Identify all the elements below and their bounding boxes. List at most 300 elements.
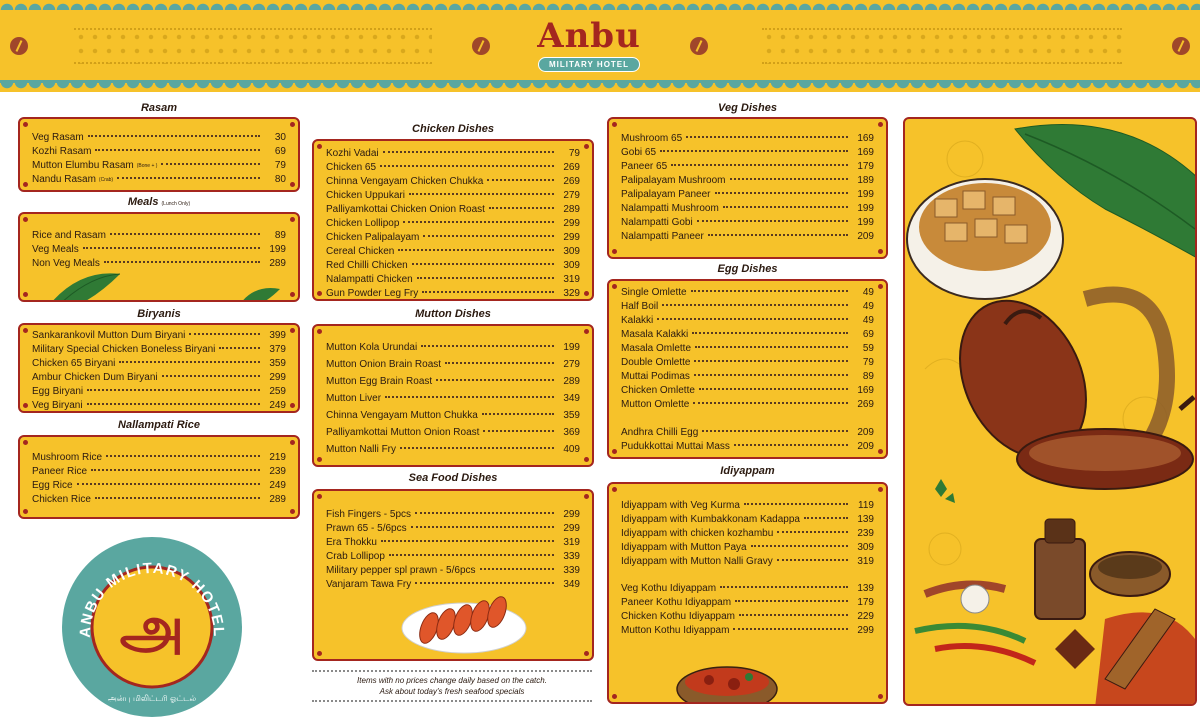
menu-item-price: 179 xyxy=(857,161,874,172)
menu-item-price: 89 xyxy=(274,230,286,241)
dot-leader xyxy=(95,145,260,151)
menu-item-name: Idiyappam with chicken kozhambu xyxy=(621,528,774,539)
menu-item xyxy=(32,257,286,270)
dot-leader xyxy=(421,341,554,347)
menu-item-name: Masala Kalakki xyxy=(621,329,689,340)
badge-tamil-text: அன்பு மிலிட்டரி ஓட்டல் xyxy=(107,694,197,703)
menu-item-price: 139 xyxy=(857,583,874,594)
menu-item xyxy=(326,147,580,160)
menu-item xyxy=(32,159,286,172)
dot-leader xyxy=(487,175,554,181)
menu-item xyxy=(32,173,286,186)
cooking-illustration xyxy=(905,119,1197,706)
menu-item-name: Ambur Chicken Dum Biryani xyxy=(32,372,158,383)
idiyappam-box xyxy=(607,482,888,704)
badge-monogram: அ xyxy=(119,593,185,661)
brand-subtitle: MILITARY HOTEL xyxy=(538,57,640,72)
menu-item-price: 279 xyxy=(563,359,580,370)
menu-item-name: Veg Rasam xyxy=(32,132,84,143)
menu-item xyxy=(621,499,874,512)
menu-item-price: 379 xyxy=(269,344,286,355)
menu-item xyxy=(32,145,286,158)
menu-item xyxy=(621,440,874,453)
menu-item-name: Nalampatti Paneer xyxy=(621,231,704,242)
menu-item-name: Mutton Kothu Idiyappam xyxy=(621,625,730,636)
menu-item xyxy=(32,465,286,478)
dot-leader xyxy=(106,451,260,457)
dot-leader xyxy=(409,189,554,195)
menu-item xyxy=(621,160,874,173)
section-title-chicken: Chicken Dishes xyxy=(412,123,494,135)
menu-item xyxy=(326,508,580,521)
dot-leader xyxy=(733,624,848,630)
menu-item xyxy=(326,175,580,188)
header-scallop-top xyxy=(0,0,1200,10)
menu-item-name: Mutton Nalli Fry xyxy=(326,444,397,455)
corner-dot xyxy=(23,403,28,408)
dot-leader xyxy=(422,287,554,293)
menu-item-name: Chicken Palipalayam xyxy=(326,232,420,243)
dot-leader xyxy=(699,384,848,390)
menu-item-price: 279 xyxy=(563,190,580,201)
menu-item-name: Kalakki xyxy=(621,315,654,326)
dot-leader xyxy=(415,508,554,514)
menu-item-price: 209 xyxy=(857,427,874,438)
dot-leader xyxy=(777,527,848,533)
dot-leader xyxy=(662,300,848,306)
corner-dot xyxy=(317,457,322,462)
menu-item xyxy=(32,371,286,384)
corner-dot xyxy=(878,249,883,254)
dot-leader xyxy=(480,564,554,570)
menu-item-price: 49 xyxy=(862,315,874,326)
menu-item xyxy=(621,582,874,595)
menu-item-price: 199 xyxy=(269,244,286,255)
menu-item-name: Paneer Rice xyxy=(32,466,88,477)
menu-item xyxy=(32,229,286,242)
menu-item-name: Chicken Uppukari xyxy=(326,190,405,201)
menu-item xyxy=(326,287,580,300)
dot-leader xyxy=(691,286,848,292)
coffee-bean-icon xyxy=(690,37,708,55)
menu-item-price: 349 xyxy=(563,393,580,404)
menu-item-name: Sankarankovil Mutton Dum Biryani xyxy=(32,330,186,341)
dot-leader xyxy=(403,217,554,223)
dot-leader xyxy=(417,273,554,279)
menu-item-price: 49 xyxy=(862,287,874,298)
corner-dot xyxy=(878,449,883,454)
star-anise-icon xyxy=(1055,629,1095,669)
menu-item-price: 239 xyxy=(857,528,874,539)
header-pattern-left xyxy=(74,28,432,64)
dot-leader xyxy=(380,161,554,167)
section-title-egg: Egg Dishes xyxy=(717,263,778,275)
dot-leader xyxy=(436,375,554,381)
section-title-biryanis: Biryanis xyxy=(137,308,181,320)
menu-item-note: (Bone + ) xyxy=(136,162,158,169)
menu-item-price: 30 xyxy=(274,132,286,143)
menu-item-name: Double Omlette xyxy=(621,357,691,368)
menu-item-name: Veg Meals xyxy=(32,244,79,255)
corner-dot xyxy=(612,694,617,699)
section-title-nallampati-rice: Nallampati Rice xyxy=(118,419,200,431)
mutton-box xyxy=(312,324,594,467)
corner-dot xyxy=(290,403,295,408)
dot-leader xyxy=(660,146,848,152)
menu-item-price: 319 xyxy=(563,274,580,285)
dot-leader xyxy=(735,596,848,602)
note-divider-top xyxy=(312,670,592,672)
menu-item-name: Mutton Egg Brain Roast xyxy=(326,376,433,387)
menu-item-price: 209 xyxy=(857,231,874,242)
dot-leader xyxy=(483,426,554,432)
menu-item-name: Mutton Liver xyxy=(326,393,382,404)
menu-item-price: 359 xyxy=(563,410,580,421)
menu-item xyxy=(621,370,874,383)
menu-item-price: 299 xyxy=(563,232,580,243)
menu-item xyxy=(621,596,874,609)
menu-item-name: Pudukkottai Muttai Mass xyxy=(621,441,730,452)
section-title-veg: Veg Dishes xyxy=(718,102,777,114)
menu-item-price: 269 xyxy=(563,162,580,173)
dot-leader xyxy=(482,409,554,415)
green-chilli-icon xyxy=(915,626,1025,641)
menu-item-name: Red Chilli Chicken xyxy=(326,260,408,271)
seafood-note xyxy=(312,675,592,697)
menu-item xyxy=(326,161,580,174)
menu-item-name: Idiyappam with Kumbakkonam Kadappa xyxy=(621,514,800,525)
red-chilli-icon xyxy=(935,646,1035,663)
dot-leader xyxy=(734,440,848,446)
corner-dot xyxy=(317,291,322,296)
dot-leader xyxy=(671,160,848,166)
menu-item-name: Paneer Kothu Idiyappam xyxy=(621,597,732,608)
dot-leader xyxy=(110,229,260,235)
menu-item xyxy=(326,341,580,354)
menu-item xyxy=(621,384,874,397)
menu-item xyxy=(621,174,874,187)
menu-item-name: Nalampatti Mushroom xyxy=(621,203,719,214)
menu-item-name: Chicken Kothu Idiyappam xyxy=(621,611,735,622)
menu-item-name: Idiyappam with Veg Kurma xyxy=(621,500,740,511)
menu-item xyxy=(326,578,580,591)
menu-item xyxy=(32,479,286,492)
menu-item-name: Egg Rice xyxy=(32,480,73,491)
menu-item xyxy=(621,342,874,355)
dot-leader xyxy=(87,399,260,405)
header-pattern-right xyxy=(762,28,1122,64)
menu-item-price: 239 xyxy=(269,466,286,477)
menu-item-price: 289 xyxy=(563,204,580,215)
dot-leader xyxy=(489,203,554,209)
dot-leader xyxy=(723,202,848,208)
dot-leader xyxy=(751,541,848,547)
menu-item-name: Palipalayam Paneer xyxy=(621,189,711,200)
menu-item-price: 49 xyxy=(862,301,874,312)
menu-item-name: Masala Omlette xyxy=(621,343,692,354)
section-title-seafood: Sea Food Dishes xyxy=(408,472,498,484)
menu-item-name: Idiyappam with Mutton Nalli Gravy xyxy=(621,556,773,567)
dot-leader xyxy=(162,371,260,377)
dot-leader xyxy=(398,245,554,251)
menu-item-name: Gun Powder Leg Fry xyxy=(326,288,419,299)
menu-item-price: 169 xyxy=(857,385,874,396)
menu-item-price: 80 xyxy=(274,174,286,185)
menu-item-name: Egg Biryani xyxy=(32,386,84,397)
menu-item-price: 309 xyxy=(857,542,874,553)
menu-item xyxy=(326,392,580,405)
dot-leader xyxy=(694,356,848,362)
menu-item-price: 199 xyxy=(857,189,874,200)
dot-leader xyxy=(695,342,848,348)
menu-item-price: 69 xyxy=(862,329,874,340)
coriander-icon xyxy=(935,479,955,503)
menu-item xyxy=(326,273,580,286)
menu-item-price: 299 xyxy=(269,372,286,383)
menu-item-name: Palipalayam Mushroom xyxy=(621,175,726,186)
menu-item-price: 79 xyxy=(862,357,874,368)
menu-item xyxy=(621,314,874,327)
menu-item-price: 179 xyxy=(857,597,874,608)
dot-leader xyxy=(400,443,554,449)
biryanis-box xyxy=(18,323,300,413)
menu-item-name: Mutton Omlette xyxy=(621,399,690,410)
menu-item-name: Mushroom 65 xyxy=(621,133,683,144)
menu-item xyxy=(326,375,580,388)
menu-item-name: Fish Fingers - 5pcs xyxy=(326,509,412,520)
egg-box xyxy=(607,279,888,459)
menu-item xyxy=(32,357,286,370)
food-illustration-panel xyxy=(903,117,1197,706)
menu-item xyxy=(326,245,580,258)
menu-item-price: 209 xyxy=(857,441,874,452)
section-title-meals xyxy=(18,196,300,208)
dot-leader xyxy=(720,582,848,588)
dot-leader xyxy=(804,513,848,519)
coffee-bean-icon xyxy=(10,37,28,55)
menu-item-name: Chinna Vengayam Mutton Chukka xyxy=(326,410,478,421)
menu-item-price: 319 xyxy=(563,537,580,548)
menu-item-name: Nalampatti Chicken xyxy=(326,274,413,285)
menu-item-price: 359 xyxy=(269,358,286,369)
menu-item-name: Gobi 65 xyxy=(621,147,657,158)
menu-item-price: 119 xyxy=(858,500,874,511)
menu-item xyxy=(326,536,580,549)
menu-item-price: 229 xyxy=(857,611,874,622)
menu-item xyxy=(32,493,286,506)
menu-item xyxy=(621,610,874,623)
coffee-bean-icon xyxy=(1172,37,1190,55)
menu-item-name: Palliyamkottai Mutton Onion Roast xyxy=(326,427,480,438)
menu-item xyxy=(621,328,874,341)
menu-item xyxy=(621,398,874,411)
header-scallop-bottom xyxy=(0,82,1200,98)
menu-item xyxy=(326,564,580,577)
dot-leader xyxy=(381,536,554,542)
menu-item xyxy=(621,426,874,439)
menu-item-price: 299 xyxy=(857,625,874,636)
menu-item-name: Kozhi Vadai xyxy=(326,148,379,159)
corner-dot xyxy=(612,449,617,454)
menu-item xyxy=(326,550,580,563)
menu-item-price: 299 xyxy=(563,509,580,520)
corner-dot xyxy=(584,651,589,656)
dot-leader xyxy=(693,398,848,404)
dot-leader xyxy=(423,231,554,237)
brand-name: Anbu xyxy=(537,16,641,56)
menu-item-price: 409 xyxy=(563,444,580,455)
dot-leader xyxy=(411,522,554,528)
menu-item-price: 309 xyxy=(563,246,580,257)
seafood-note-line2: Ask about today's fresh seafood specials xyxy=(379,687,525,696)
dot-leader xyxy=(715,188,849,194)
dot-leader xyxy=(385,392,554,398)
menu-item-name: Paneer 65 xyxy=(621,161,668,172)
menu-item-price: 269 xyxy=(563,176,580,187)
spice-grinder-icon xyxy=(1035,539,1085,619)
menu-item-name: Nalampatti Gobi xyxy=(621,217,693,228)
menu-item-price: 169 xyxy=(857,147,874,158)
dot-leader xyxy=(744,499,848,505)
menu-item xyxy=(621,513,874,526)
menu-item-price: 289 xyxy=(563,376,580,387)
menu-item xyxy=(621,216,874,229)
menu-item-name: Military pepper spl prawn - 5/6pcs xyxy=(326,565,476,576)
menu-item-price: 329 xyxy=(563,288,580,299)
section-title-mutton: Mutton Dishes xyxy=(415,308,491,320)
dot-leader xyxy=(708,230,848,236)
menu-item-price: 59 xyxy=(862,343,874,354)
menu-item-name: Chicken Rice xyxy=(32,494,91,505)
menu-item xyxy=(326,259,580,272)
menu-item-name: Mutton Kola Urundai xyxy=(326,342,418,353)
dot-leader xyxy=(161,159,260,165)
menu-item-price: 199 xyxy=(563,342,580,353)
dot-leader xyxy=(730,174,849,180)
seafood-note-line1: Items with no prices change daily based on the catch. xyxy=(357,676,547,685)
veg-box xyxy=(607,117,888,259)
note-divider-bottom xyxy=(312,700,592,702)
nallampati-rice-box xyxy=(18,435,300,519)
menu-item-name: Idiyappam with Mutton Paya xyxy=(621,542,747,553)
menu-item xyxy=(32,131,286,144)
dot-leader xyxy=(694,370,848,376)
menu-item-price: 219 xyxy=(269,452,286,463)
menu-item-price: 189 xyxy=(857,175,874,186)
menu-item xyxy=(621,300,874,313)
menu-item xyxy=(326,189,580,202)
corner-dot xyxy=(317,651,322,656)
menu-item-price: 289 xyxy=(269,494,286,505)
header-band xyxy=(0,0,1200,92)
corner-dot xyxy=(23,182,28,187)
menu-item-name: Nandu Rasam xyxy=(32,174,96,185)
menu-item-name: Chicken 65 xyxy=(326,162,377,173)
dot-leader xyxy=(383,147,554,153)
menu-item-price: 259 xyxy=(269,386,286,397)
menu-item xyxy=(326,443,580,456)
menu-item-name: Prawn 65 - 5/6pcs xyxy=(326,523,407,534)
menu-item-name: Era Thokku xyxy=(326,537,377,548)
menu-item xyxy=(621,132,874,145)
dot-leader xyxy=(87,385,260,391)
rasam-box xyxy=(18,117,300,192)
menu-item xyxy=(621,230,874,243)
menu-item-name: Veg Kothu Idiyappam xyxy=(621,583,717,594)
hotel-badge-logo xyxy=(60,535,244,719)
corner-dot xyxy=(878,694,883,699)
menu-item xyxy=(621,146,874,159)
menu-item xyxy=(326,231,580,244)
menu-item-price: 89 xyxy=(862,371,874,382)
dot-leader xyxy=(697,216,848,222)
menu-item xyxy=(621,527,874,540)
dot-leader xyxy=(219,343,260,349)
menu-item-name: Veg Biryani xyxy=(32,400,83,411)
menu-item-price: 79 xyxy=(568,148,580,159)
menu-item-name: Rice and Rasam xyxy=(32,230,106,241)
brand-logo xyxy=(525,18,653,74)
menu-item-price: 249 xyxy=(269,400,286,411)
corner-dot xyxy=(290,509,295,514)
section-title-idiyappam: Idiyappam xyxy=(720,465,775,477)
menu-item-name: Kozhi Rasam xyxy=(32,146,92,157)
chicken-box xyxy=(312,139,594,301)
menu-item-name: Half Boil xyxy=(621,301,659,312)
menu-item xyxy=(326,522,580,535)
menu-item-name: Crab Lollipop xyxy=(326,551,385,562)
menu-item-price: 319 xyxy=(857,556,874,567)
menu-item xyxy=(621,356,874,369)
menu-item xyxy=(32,451,286,464)
menu-item-price: 199 xyxy=(857,217,874,228)
corner-dot xyxy=(290,292,295,297)
menu-item xyxy=(32,243,286,256)
corner-dot xyxy=(23,509,28,514)
menu-item-name: Chinna Vengayam Chicken Chukka xyxy=(326,176,484,187)
dot-leader xyxy=(415,578,554,584)
dot-leader xyxy=(412,259,554,265)
badge-ring-text: ANBU MILITARY HOTEL xyxy=(76,559,228,639)
menu-item xyxy=(32,343,286,356)
menu-item-price: 309 xyxy=(563,260,580,271)
section-title-rasam: Rasam xyxy=(140,102,178,114)
menu-item xyxy=(326,217,580,230)
meals-box xyxy=(18,212,300,302)
menu-item xyxy=(326,409,580,422)
meals-title: Meals xyxy=(127,196,159,208)
menu-item-name: Military Special Chicken Boneless Biryani xyxy=(32,344,216,355)
menu-item-note: (Crab) xyxy=(98,176,114,183)
dot-leader xyxy=(445,358,554,364)
menu-item-name: Mutton Onion Brain Roast xyxy=(326,359,442,370)
dot-leader xyxy=(692,328,848,334)
coffee-bean-icon xyxy=(472,37,490,55)
menu-item xyxy=(621,286,874,299)
menu-item-price: 339 xyxy=(563,551,580,562)
menu-item-name: Andhra Chilli Egg xyxy=(621,427,699,438)
menu-item xyxy=(32,329,286,342)
dot-leader xyxy=(686,132,848,138)
menu-item-price: 299 xyxy=(563,218,580,229)
corner-dot xyxy=(612,249,617,254)
menu-item-price: 289 xyxy=(269,258,286,269)
menu-item xyxy=(621,624,874,637)
menu-item-name: Chicken Omlette xyxy=(621,385,695,396)
menu-item-name: Vanjaram Tawa Fry xyxy=(326,579,412,590)
menu-item-price: 369 xyxy=(563,427,580,438)
dot-leader xyxy=(83,243,260,249)
